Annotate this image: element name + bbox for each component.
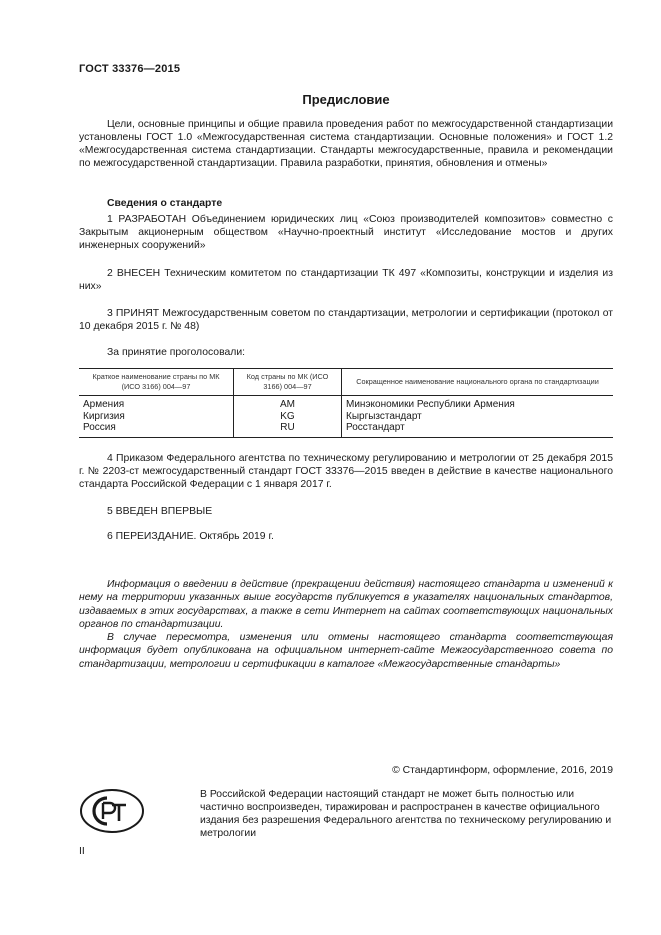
table-header-row <box>79 369 613 396</box>
agency-cell: Росстандарт <box>342 422 614 437</box>
info-block <box>79 578 613 671</box>
item-reissue: 6 ПЕРЕИЗДАНИЕ. Октябрь 2019 г. <box>107 531 274 542</box>
item-adopted: 3 ПРИНЯТ Межгосударственным советом по стандартизации, метрологии и сертификации (протокол от 10 декабря 2015 г. № 48) <box>79 308 613 332</box>
table-row <box>79 422 613 437</box>
table-row <box>79 411 613 423</box>
item-introduced: 2 ВНЕСЕН Техническим комитетом по стандартизации ТК 497 «Композиты, конструкции и изделия из них» <box>79 268 613 292</box>
agency-cell: Минэкономики Республики Армения <box>342 396 614 411</box>
header-country: Краткое наименование страны по МК (ИСО 3166) 004—97 <box>79 369 234 396</box>
notice-text: В Российской Федерации настоящий стандарт не может быть полностью или частично воспроизведен, тиражирован и распространен в качестве официального издания без разрешения Федерального агентства по техническому регулированию и метрологии <box>200 789 612 839</box>
item-first-time: 5 ВВЕДЕН ВПЕРВЫЕ <box>107 506 213 517</box>
header-code: Код страны по МК (ИСО 3166) 004—97 <box>234 369 342 396</box>
country-cell: Армения <box>83 399 125 410</box>
page-title: Предисловие <box>302 92 390 107</box>
page-number: II <box>79 846 85 857</box>
code-cell: RU <box>234 422 342 437</box>
code-cell: AM <box>234 396 342 411</box>
info-paragraph: Информация о введении в действие (прекращении действия) настоящего стандарта и изменений к нему на территории указанных выше государств публикуется в указателях национальных стандартов, издаваемых в этих государствах, а также в сети Интернет на сайтах соответствующих национальных органов по стандартизации. <box>79 579 613 630</box>
info-paragraph: В случае пересмотра, изменения или отмены настоящего стандарта соответствующая информация будет опубликована на официальном интернет-сайте Межгосударственного совета по стандартизации, метрологии и сертификации в каталоге «Межгосударственные стандарты» <box>79 632 613 670</box>
country-cell: Россия <box>79 422 234 437</box>
code-cell: KG <box>234 411 342 423</box>
document-code: ГОСТ 33376—2015 <box>79 63 181 75</box>
item-order: 4 Приказом Федерального агентства по техническому регулированию и метрологии от 25 декабря 2015 г. № 2203-ст межгосударственный стандарт ГОСТ 33376—2015 введен в действие в качестве национального стандарта Российской Федерации с 1 января 2017 г. <box>79 453 613 490</box>
section-title: Сведения о стандарте <box>107 198 223 209</box>
voted-label: За принятие проголосовали: <box>107 347 246 358</box>
copyright: © Стандартинформ, оформление, 2016, 2019 <box>392 765 613 776</box>
header-agency: Сокращенное наименование национального органа по стандартизации <box>342 369 614 396</box>
item-developed: 1 РАЗРАБОТАН Объединением юридических лиц «Союз производителей композитов» совместно с Закрытым акционерным обществом «Научно-проектный институт «Исследование мостов и других инженерных сооружений» <box>79 214 613 251</box>
copyright-notice <box>200 788 613 840</box>
voting-table <box>79 368 613 438</box>
intro-paragraph: Цели, основные принципы и общие правила проведения работ по межгосударственной стандартизации установлены ГОСТ 1.0 «Межгосударственная система стандартизации. Основные положения» и ГОСТ 1.2 «Межгосударственная система стандартизации. Стандарты межгосударственные, правила и рекомендации по межгосударственной стандартизации. Правила разработки, принятия, обновления и отмены» <box>79 119 613 169</box>
agency-cell: Кыргызстандарт <box>342 411 614 423</box>
country-cell: Киргизия <box>83 410 125 422</box>
table-row <box>79 396 613 411</box>
rst-logo-icon <box>79 788 145 834</box>
